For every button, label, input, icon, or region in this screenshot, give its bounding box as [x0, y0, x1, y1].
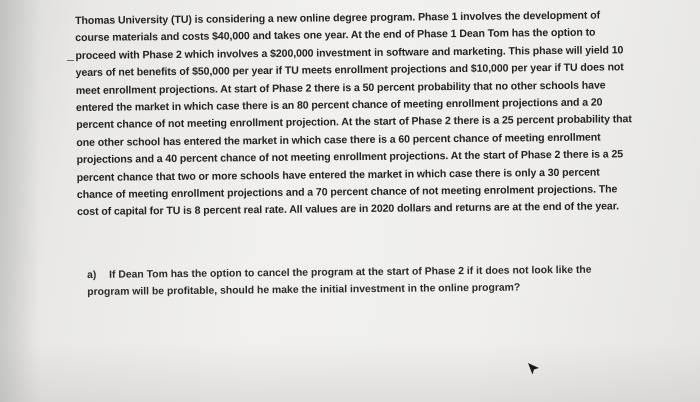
- page-shadow-bottom: [0, 342, 700, 402]
- problem-passage: Thomas University (TU) is considering a new online degree program. Phase 1 involves the development of course materials and costs $40,000 and takes one year. At the end of Phase 1 Dean Tom has the option to proceed with Phase 2 which involves a $200,000 investment in software and marketing. This phase will yield 10 years of net benefits of $50,000 per year if TU meets enrollment projections and $10,000 per year if TU does not meet enrollment projections. At start of Phase 2 there is a 50 percent probability that no other schools have entered the market in which case there is an 80 percent chance of meeting enrollment projections and a 20 percent chance of not meeting enrollment projection. At the start of Phase 2 there is a 25 percent probability that one other school has entered the market in which case there is a 60 percent chance of meeting enrollment projections and a 40 percent chance of not meeting enrollment projections. At the start of Phase 2 there is a 25 percent chance that two or more schools have entered the market in which case there is only a 30 percent chance of meeting enrollment projections and a 70 percent chance of not meeting enrolment projections. The cost of capital for TU is 8 percent real rate. All values are in 2020 dollars and returns are at the end of the year.: [75, 9, 632, 219]
- question-a: [87, 262, 607, 301]
- question-label: a): [87, 269, 97, 281]
- question-text: If Dean Tom has the option to cancel the program at the start of Phase 2 if it does not look like the program will be profitable, should he make the initial investment in the online program?: [87, 264, 592, 298]
- mouse-pointer-icon: [526, 361, 542, 377]
- margin-mark: [67, 60, 74, 61]
